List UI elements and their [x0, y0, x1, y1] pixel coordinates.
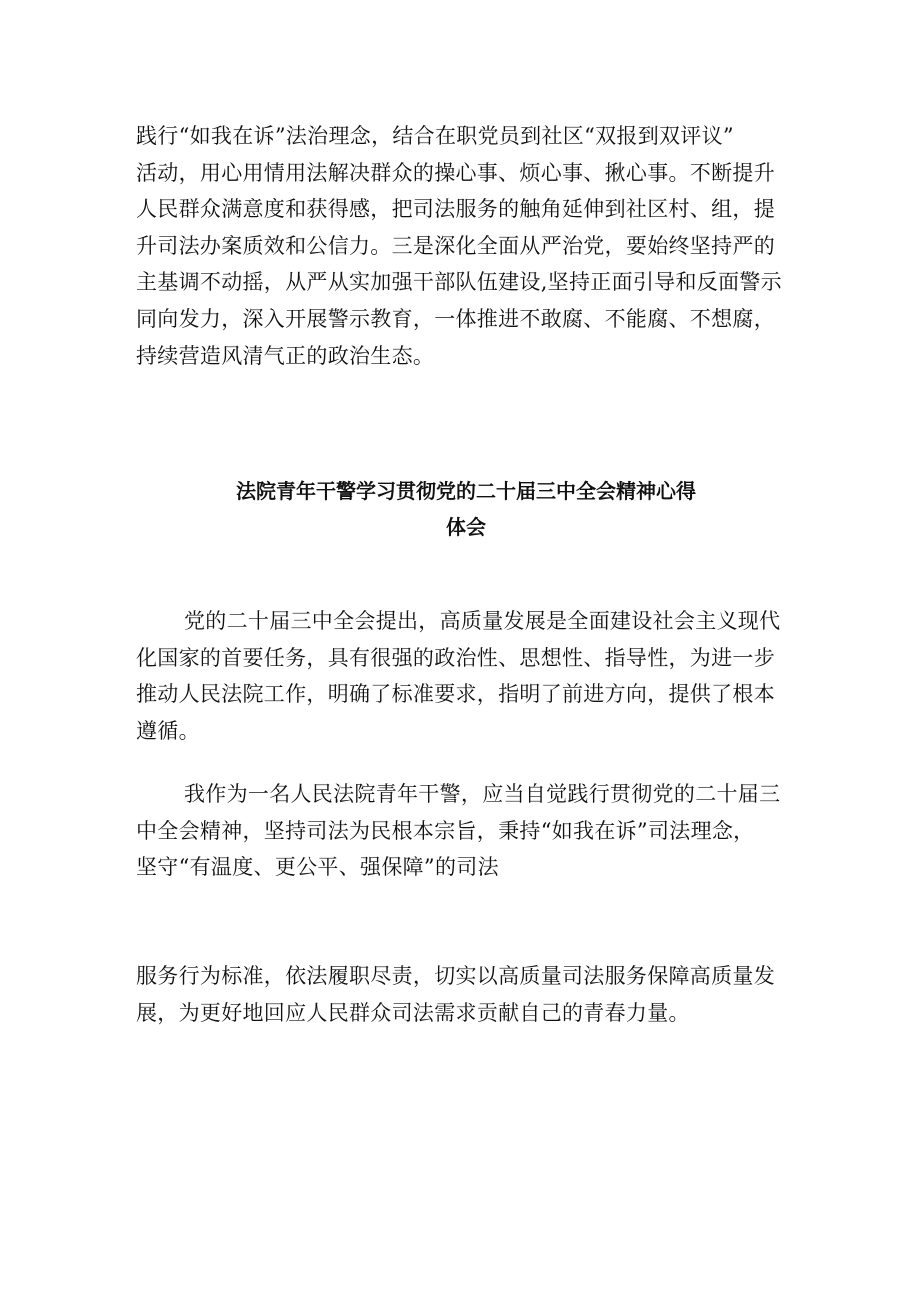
paragraph-1 [136, 603, 796, 749]
text-line: 遵循。 [136, 718, 200, 743]
text-line: 活动，用心用情用法解决群众的操心事、烦心事、揪心事。不断提升 [136, 160, 775, 185]
text-line: 展，为更好地回应人民群众司法需求贡献自己的青春力量。 [136, 1000, 690, 1025]
text-line: 我作为一名人民法院青年干警，应当自觉践行贯彻党的二十届三 [184, 782, 781, 806]
title-line-1: 法院青年干警学习贯彻党的二十届三中全会精神心得 [236, 479, 696, 503]
paragraph-3 [136, 958, 796, 1031]
text-line: 人民群众满意度和获得感，把司法服务的触角延伸到社区村、组，提 [136, 197, 775, 222]
text-line: 中全会精神，坚持司法为民根本宗旨，秉持“如我在诉”司法理念， [136, 818, 755, 843]
top-paragraph [136, 118, 796, 374]
text-line: 化国家的首要任务，具有很强的政治性、思想性、指导性，为进一步 [136, 645, 775, 670]
text-line: 坚守“有温度、更公平、强保障”的司法 [136, 855, 499, 880]
text-line: 持续营造风清气正的政治生态。 [136, 343, 435, 368]
text-line: 同向发力，深入开展警示教育，一体推进不敢腐、不能腐、不想腐， [136, 306, 775, 331]
text-line: 推动人民法院工作，明确了标准要求，指明了前进方向，提供了根本 [136, 682, 775, 707]
text-line: 升司法办案质效和公信力。三是深化全面从严治党，要始终坚持严的 [136, 233, 775, 258]
text-line: 主基调不动摇，从严从实加强干部队伍建设,坚持正面引导和反面警示 [136, 270, 782, 295]
title-line-2: 体会 [446, 515, 486, 539]
text-line: 党的二十届三中全会提出，高质量发展是全面建设社会主义现代 [184, 609, 781, 633]
text-line: 服务行为标准，依法履职尽责，切实以高质量司法服务保障高质量发 [136, 964, 775, 988]
paragraph-2 [136, 776, 796, 886]
text-line: 践行“如我在诉”法治理念，结合在职党员到社区“双报到双评议” [136, 124, 734, 148]
article-title [136, 473, 796, 545]
